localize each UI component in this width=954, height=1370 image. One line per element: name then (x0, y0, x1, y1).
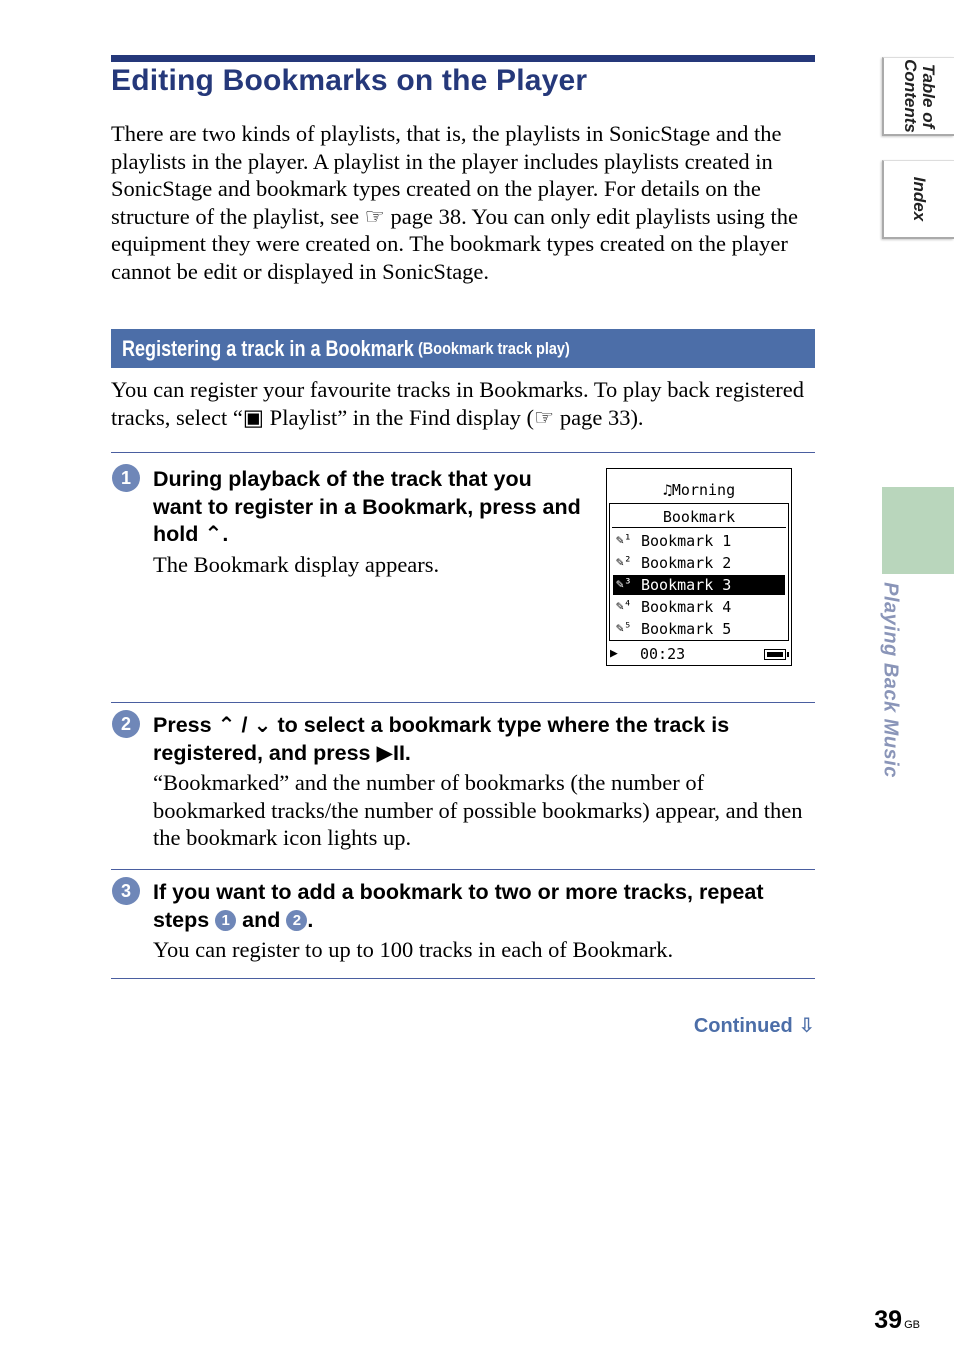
screen-track-title: ♫Morning (662, 481, 736, 499)
bookmark-list-title: Bookmark (612, 507, 786, 528)
bookmark-icon: ✎³ (616, 577, 632, 592)
divider (111, 978, 815, 979)
section-subheading: (Bookmark track play) (417, 338, 570, 358)
step-1-number: 1 (112, 464, 140, 492)
step-3-body: You can register to up to 100 tracks in each of Bookmark. (153, 937, 674, 962)
bookmark-icon: ✎² (616, 555, 632, 570)
bookmark-item: ✎² Bookmark 2 (616, 554, 732, 572)
step-ref-2: 2 (286, 910, 307, 931)
section-heading: Registering a track in a Bookmark (122, 335, 414, 361)
step-2-body: “Bookmarked” and the number of bookmarks (the number of bookmarked tracks/the number of possible bookmarks) appear, and then the bookmark icon lights up. (153, 770, 803, 850)
step-2-number: 2 (112, 710, 140, 738)
step-1-heading: During playback of the track that you want to register in a Bookmark, press and hold ⌃. (153, 467, 581, 546)
divider (111, 869, 815, 870)
step-3-heading: If you want to add a bookmark to two or more tracks, repeat steps 1 and 2 . (153, 880, 764, 932)
tab-toc-label: Table of Contents (901, 59, 938, 133)
bookmark-item: ✎⁴ Bookmark 4 (616, 598, 732, 616)
continued-link: Continued ⇩ (693, 1015, 815, 1037)
bookmark-icon: ✎¹ (616, 533, 632, 548)
player-screen (606, 468, 792, 666)
divider (111, 452, 815, 453)
bookmark-icon: ✎⁵ (616, 621, 632, 636)
bookmark-list-box (609, 503, 789, 641)
elapsed-time: 00:23 (640, 645, 686, 663)
step-3-number: 3 (112, 877, 140, 905)
bookmark-item: ✎¹ Bookmark 1 (616, 532, 732, 550)
section-side-label: Playing Back Music (879, 582, 902, 778)
section-paragraph: You can register your favourite tracks in Bookmarks. To play back registered tracks, select “▣ Playlist” in the Find display (☞ page 33). (111, 377, 805, 430)
screen-status-bar (610, 645, 788, 663)
page-number: 39 GB (874, 1306, 920, 1334)
tab-table-of-contents[interactable] (882, 57, 954, 136)
page-title: Editing Bookmarks on the Player (111, 64, 588, 97)
step-1-body: The Bookmark display appears. (153, 552, 440, 577)
tab-index-label: Index (910, 176, 929, 222)
battery-icon (764, 649, 786, 660)
bookmark-item: ✎⁵ Bookmark 5 (616, 620, 732, 638)
tab-index[interactable] (882, 160, 954, 239)
bookmark-item-selected: ✎³ Bookmark 3 (613, 575, 785, 595)
title-rule (111, 55, 815, 62)
current-section-tab (882, 487, 954, 574)
intro-paragraph: There are two kinds of playlists, that is, the playlists in SonicStage and the playlists in the player. A playlist in the player includes playlists created in SonicStage and bookmark types created on the player. For details on the structure of the playlist, see ☞ page 38. You can only edit playlists using the equipment they were created on. The bookmark types created on the player cannot be edit or displayed in SonicStage. (111, 121, 798, 284)
divider (111, 702, 815, 703)
step-ref-1: 1 (215, 910, 236, 931)
play-icon: ▶ (610, 646, 618, 661)
section-heading-bar (111, 329, 815, 368)
step-2-heading: Press ⌃ / ⌄ to select a bookmark type where the track is registered, and press ▶II. (153, 713, 730, 765)
bookmark-icon: ✎⁴ (616, 599, 632, 614)
